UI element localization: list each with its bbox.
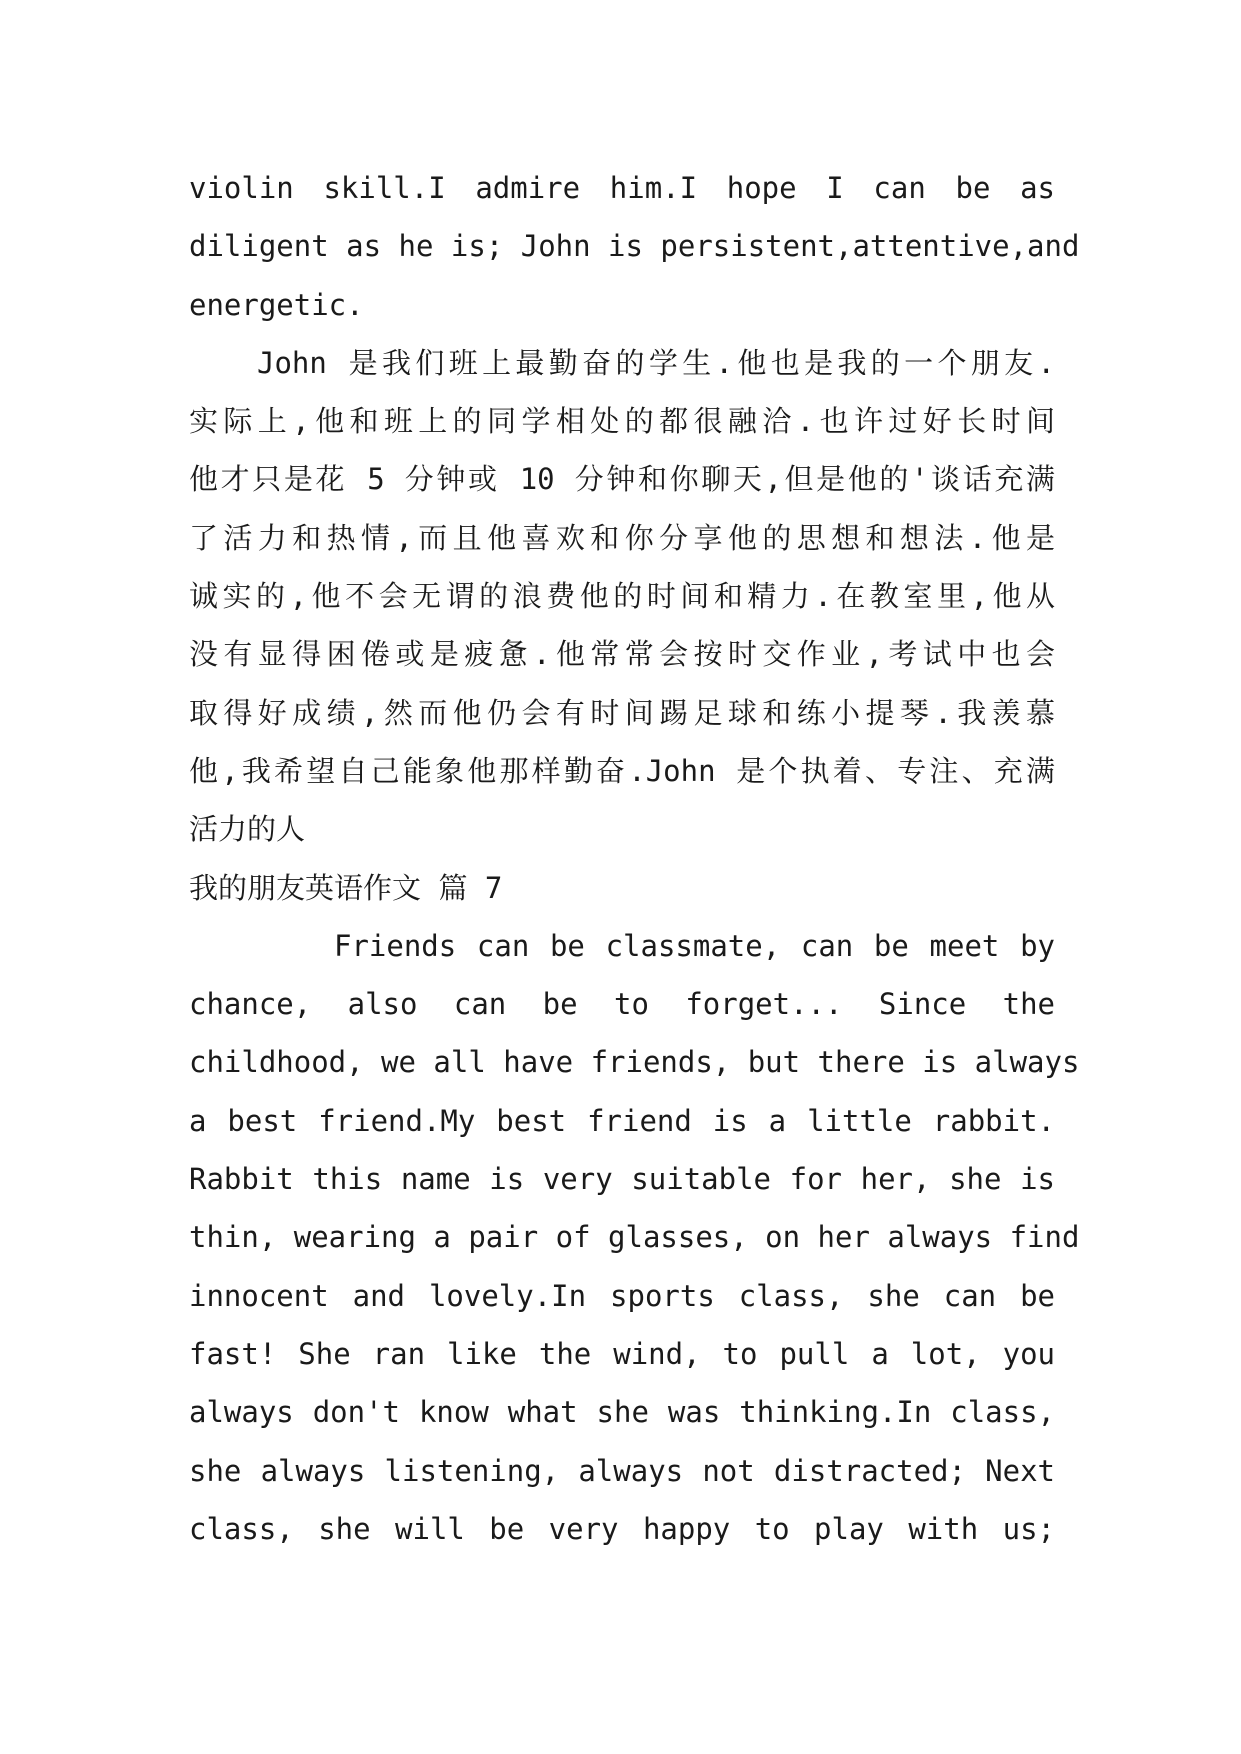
text-line: childhood, we all have friends, but there is always [189,1045,1080,1080]
text-line: thin, wearing a pair of glasses, on her always find [189,1220,1080,1255]
text-line: 他才只是花 5 分钟或 10 分钟和你聊天,但是他的'谈话充满 [189,462,1055,497]
text-line: Rabbit this name is very suitable for her, she is [189,1162,1055,1197]
text-line: 了活力和热情,而且他喜欢和你分享他的思想和想法.他是 [189,520,1055,555]
text-line: 没有显得困倦或是疲惫.他常常会按时交作业,考试中也会 [189,637,1055,672]
text-line: 他,我希望自己能象他那样勤奋.John 是个执着、专注、充满 [189,753,1055,788]
document-body [189,159,1080,1558]
text-line: class, she will be very happy to play with us; [189,1511,1055,1546]
text-line: 取得好成绩,然而他仍会有时间踢足球和练小提琴.我羡慕 [189,695,1055,730]
text-line: Friends can be classmate, can be meet by [334,928,1055,963]
text-line: fast! She ran like the wind, to pull a lot, you [189,1336,1055,1371]
paragraph-chinese-translation [189,334,1055,859]
text-line: 活力的人 [189,812,306,847]
text-line: innocent and lovely.In sports class, she can be [189,1278,1055,1313]
text-line: diligent as he is; John is persistent,attentive,and [189,229,1080,264]
text-line: she always listening, always not distracted; Next [189,1453,1055,1488]
text-line: violin skill.I admire him.I hope I can be as [189,171,1055,205]
text-line: John 是我们班上最勤奋的学生.他也是我的一个朋友. [257,345,1055,380]
text-line: a best friend.My best friend is a little rabbit. [189,1103,1055,1138]
paragraph-en-new [189,917,1080,1558]
text-line: 诚实的,他不会无谓的浪费他的时间和精力.在教室里,他从 [189,579,1055,614]
text-line: chance, also can be to forget... Since the [189,987,1055,1022]
text-line: energetic. [189,287,364,322]
text-line: 实际上,他和班上的同学相处的都很融洽.也许过好长时间 [189,404,1055,439]
paragraph-en-continued [189,159,1080,334]
section-heading: 我的朋友英语作文 篇 7 [189,870,503,905]
text-line: always don't know what she was thinking.In class, [189,1395,1055,1430]
